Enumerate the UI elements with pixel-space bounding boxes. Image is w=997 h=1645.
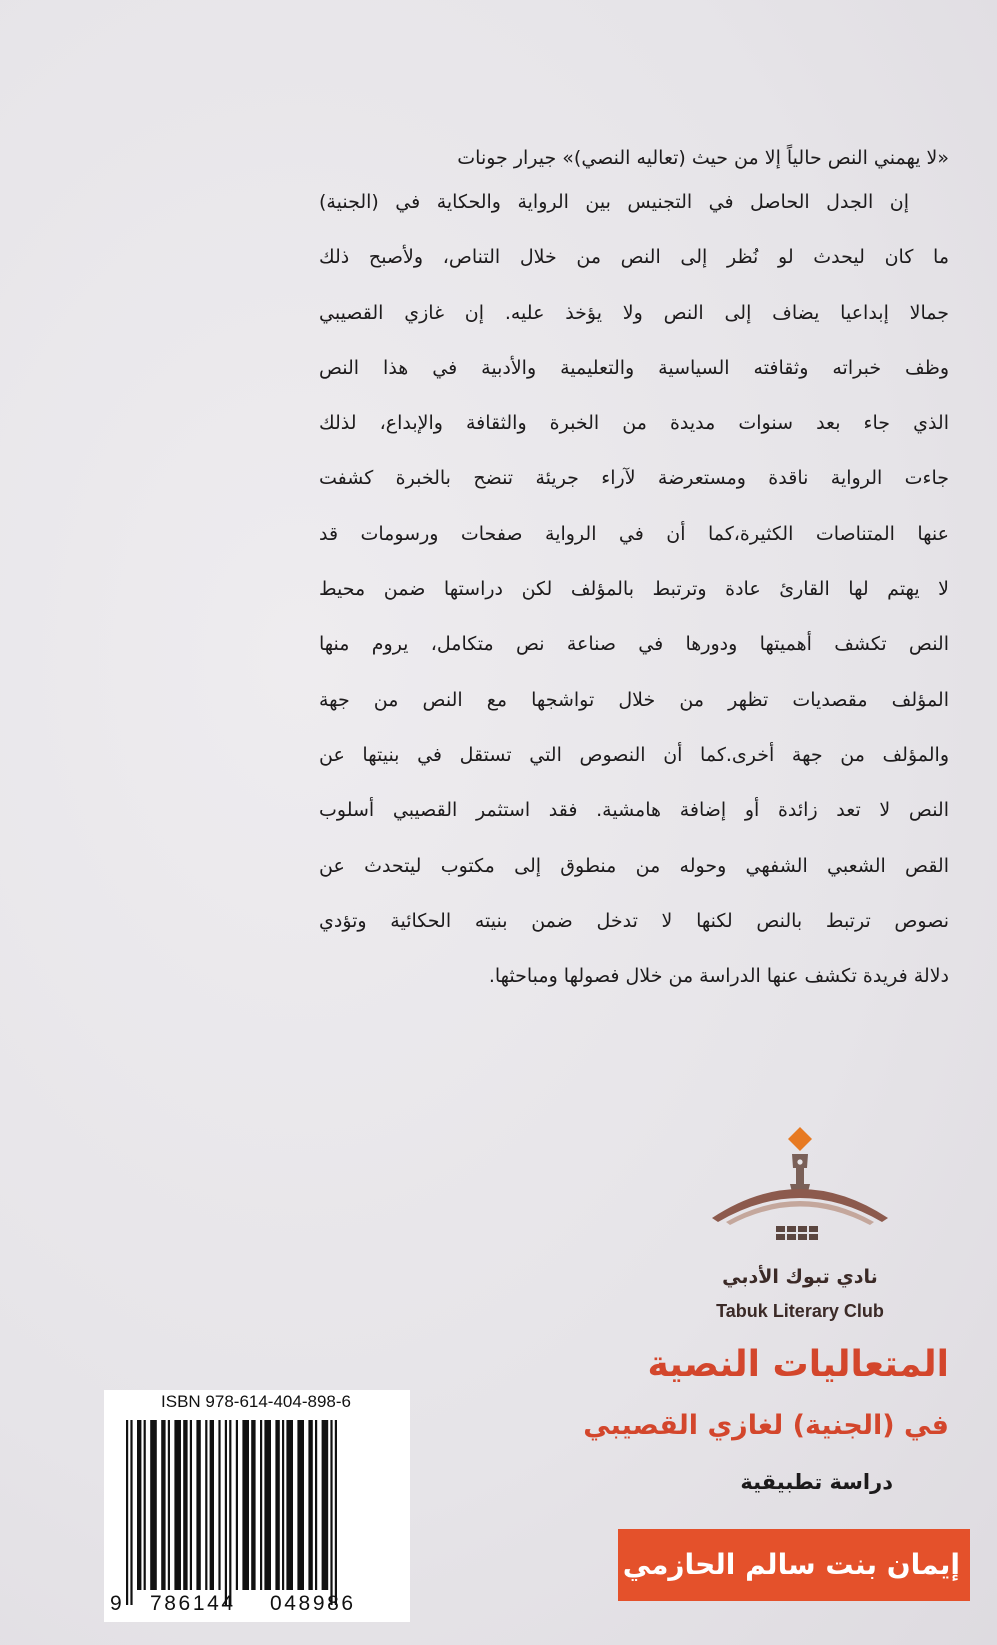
barcode-bar <box>242 1420 249 1590</box>
blurb-text <box>319 142 949 1015</box>
blurb-line: النص تكشف أهميتها ودورها في صناعة نص متكامل، يروم منها <box>319 633 949 656</box>
blurb-line: جمالا إبداعيا يضاف إلى النص ولا يؤخذ عليه. إن غازي القصيبي <box>319 301 949 324</box>
blurb-line: نصوص ترتبط بالنص لكنها لا تدخل ضمن بنيته الحكائية وتؤدي <box>319 909 949 932</box>
barcode-guard-bar <box>225 1420 227 1605</box>
barcode-bar <box>168 1420 170 1590</box>
barcode-bar <box>251 1420 255 1590</box>
barcode-digit-first: 9 <box>110 1592 122 1615</box>
barcode-bar <box>236 1420 238 1590</box>
barcode-bar <box>210 1420 214 1590</box>
barcode-bar <box>150 1420 157 1590</box>
study-type-label: دراسة تطبيقية <box>740 1470 893 1494</box>
publisher-name-english: Tabuk Literary Club <box>716 1301 884 1321</box>
barcode-bar <box>196 1420 200 1590</box>
barcode-bar <box>183 1420 187 1590</box>
barcode-bar <box>174 1420 181 1590</box>
barcode-guard-bar <box>335 1420 337 1605</box>
blurb-line: عنها المتناصات الكثيرة،كما أن في الرواية صفحات ورسومات قد <box>319 522 949 545</box>
barcode-bar <box>308 1420 312 1590</box>
blurb-line: ما كان ليحدث لو نُظر إلى النص من خلال التناص، ولأصبح ذلك <box>319 246 949 269</box>
publisher-name-arabic: نادي تبوك الأدبي <box>722 1266 878 1288</box>
blurb-line: جاءت الرواية ناقدة ومستعرضة لآراء جريئة تنضح بالخبرة كشفت <box>319 467 949 490</box>
barcode-bar <box>275 1420 279 1590</box>
blurb-line: المؤلف مقصديات تظهر من خلال تواشجها مع النص من جهة <box>319 688 949 711</box>
logo-building-icon <box>776 1226 818 1240</box>
barcode-bar <box>282 1420 284 1590</box>
book-title: المتعاليات النصية <box>647 1344 949 1385</box>
barcode-guard-bar <box>126 1420 128 1605</box>
barcode-bar <box>322 1420 329 1590</box>
author-name-band: إيمان بنت سالم الحازمي <box>618 1529 970 1601</box>
barcode-bar <box>286 1420 293 1590</box>
barcode-guard-bar <box>330 1420 332 1605</box>
barcode-bar <box>218 1420 220 1590</box>
barcode-digit-group-right: 048986 <box>270 1592 356 1615</box>
blurb-line: القص الشعبي الشفهي وحوله من منطوق إلى مكتوب ليتحدث عن <box>319 854 949 877</box>
logo-diamond-icon <box>788 1127 812 1151</box>
book-subtitle: في (الجنية) لغازي القصيبي <box>583 1410 949 1441</box>
barcode-bars <box>118 1420 398 1605</box>
barcode-digit-group-left: 786144 <box>150 1592 236 1615</box>
barcode-bar <box>144 1420 146 1590</box>
barcode-guard-bar <box>229 1420 231 1605</box>
epigraph: «لا يهمني النص حالياً إلا من حيث (تعاليه النصي)» جيرار جونات <box>457 147 949 169</box>
blurb-line: والمؤلف من جهة أخرى.كما أن النصوص التي تستقل في بنيتها عن <box>319 743 949 766</box>
barcode-bar <box>161 1420 165 1590</box>
isbn-label: ISBN 978-614-404-898-6 <box>161 1392 351 1411</box>
barcode-bar <box>205 1420 207 1590</box>
blurb-line: وظف خبراته وثقافته السياسية والتعليمية والأدبية في هذا النص <box>319 356 949 379</box>
barcode-bar <box>297 1420 304 1590</box>
blurb-line: دلالة فريدة تكشف عنها الدراسة من خلال فصولها ومباحثها. <box>488 965 949 988</box>
barcode-bar <box>264 1420 271 1590</box>
tabuk-literary-club-logo <box>690 1122 910 1242</box>
blurb-line: إن الجدل الحاصل في التجنيس بين الرواية والحكاية في (الجنية) <box>319 191 909 213</box>
barcode-bar <box>190 1420 192 1590</box>
barcode-bar <box>260 1420 262 1590</box>
blurb-line: لا يهتم لها القارئ عادة وترتبط بالمؤلف لكن دراستها ضمن محيط <box>319 578 949 601</box>
blurb-line: الذي جاء بعد سنوات مديدة من الخبرة والثقافة والإبداع، لذلك <box>319 412 949 435</box>
blurb-line: النص لا تعد زائدة أو إضافة هامشية. فقد استثمر القصيبي أسلوب <box>319 799 949 822</box>
barcode-guard-bar <box>130 1420 132 1605</box>
barcode-bar <box>315 1420 317 1590</box>
barcode-bar <box>137 1420 141 1590</box>
